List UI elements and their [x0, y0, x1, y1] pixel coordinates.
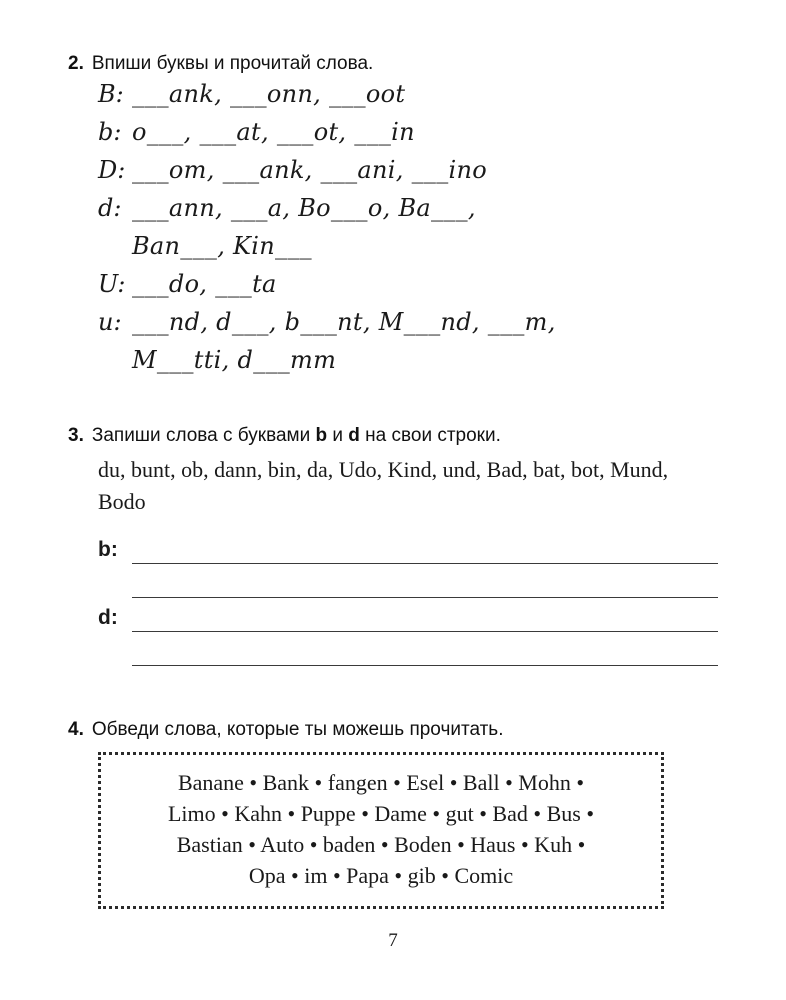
- handwriting-row-text[interactable]: M___tti, d___mm: [132, 345, 337, 374]
- handwriting-row-label: U:: [98, 269, 126, 298]
- word-box-line[interactable]: Bastian • Auto • baden • Boden • Haus • Kuh •: [176, 832, 586, 858]
- exercise-3-number: 3.: [68, 425, 84, 446]
- handwriting-row: [98, 345, 718, 386]
- handwriting-row-label: u:: [98, 307, 122, 336]
- handwriting-row-label: D:: [98, 155, 126, 184]
- answer-rule[interactable]: [132, 562, 718, 564]
- exercise-3-title-part1: Запиши слова с буквами: [91, 425, 316, 446]
- handwriting-row-text[interactable]: Ban___, Kin___: [132, 231, 312, 260]
- handwriting-row: [98, 307, 718, 348]
- handwriting-row-text[interactable]: ___nd, d___, b___nt, M___nd, ___m,: [132, 307, 556, 336]
- page-number: 7: [388, 930, 398, 951]
- handwriting-row-label: b:: [98, 117, 122, 146]
- exercise-3-heading: [68, 424, 718, 448]
- handwriting-row-label: d:: [98, 193, 122, 222]
- exercise-3-title-letter-b: b: [315, 425, 328, 446]
- exercise-4-heading: [68, 718, 718, 742]
- answer-row-b-label: b:: [98, 537, 118, 561]
- handwriting-row: [98, 193, 718, 234]
- exercise-3: [68, 424, 718, 666]
- exercise-4-number: 4.: [68, 719, 84, 740]
- answer-row-d-label: d:: [98, 605, 118, 629]
- exercise-2-title: Впиши буквы и прочитай слова.: [91, 53, 374, 74]
- answer-rule[interactable]: [132, 664, 718, 666]
- answer-row-b: [98, 530, 718, 564]
- exercise-4-title: Обведи слова, которые ты можешь прочитать.: [91, 719, 504, 740]
- handwriting-row-text[interactable]: ___ank, ___onn, ___oot: [132, 79, 406, 108]
- word-box-line[interactable]: Limo • Kahn • Puppe • Dame • gut • Bad • Bus •: [167, 800, 595, 826]
- handwriting-row: [98, 155, 718, 196]
- word-box-line[interactable]: Banane • Bank • fangen • Esel • Ball • Mohn •: [177, 769, 585, 795]
- handwriting-row-text[interactable]: o___, ___at, ___ot, ___in: [132, 117, 415, 146]
- exercise-3-title-letter-d: d: [348, 425, 360, 446]
- handwriting-row-text[interactable]: ___ann, ___a, Bo___o, Ba___,: [132, 193, 476, 222]
- answer-row-d: [98, 598, 718, 632]
- answer-rule[interactable]: [132, 630, 718, 632]
- handwriting-row: [98, 269, 718, 310]
- exercise-3-title-part2: и: [327, 425, 349, 446]
- handwriting-row: [98, 79, 718, 120]
- exercise-2-lines: [98, 79, 718, 386]
- exercise-3-title-part3: на свои строки.: [359, 425, 501, 446]
- exercise-3-answer-lines: [98, 530, 718, 666]
- exercise-2: [68, 52, 718, 386]
- answer-rule[interactable]: [132, 596, 718, 598]
- handwriting-row-label: B:: [98, 79, 124, 108]
- answer-row-b-continued: [98, 564, 718, 598]
- handwriting-row: [98, 117, 718, 158]
- exercise-2-number: 2.: [68, 53, 84, 74]
- exercise-2-heading: [68, 52, 718, 76]
- handwriting-row: [98, 231, 718, 272]
- exercise-3-word-list: du, bunt, ob, dann, bin, da, Udo, Kind, und, Bad, bat, bot, Mund, Bodo: [98, 456, 669, 514]
- handwriting-row-text[interactable]: ___om, ___ank, ___ani, ___ino: [132, 155, 488, 184]
- handwriting-row-text[interactable]: ___do, ___ta: [132, 269, 277, 298]
- exercise-3-title: [92, 424, 501, 448]
- answer-row-d-continued: [98, 632, 718, 666]
- exercise-4-word-box: [98, 752, 664, 909]
- exercise-4: [68, 718, 718, 909]
- word-box-line[interactable]: Opa • im • Papa • gib • Comic: [248, 863, 514, 889]
